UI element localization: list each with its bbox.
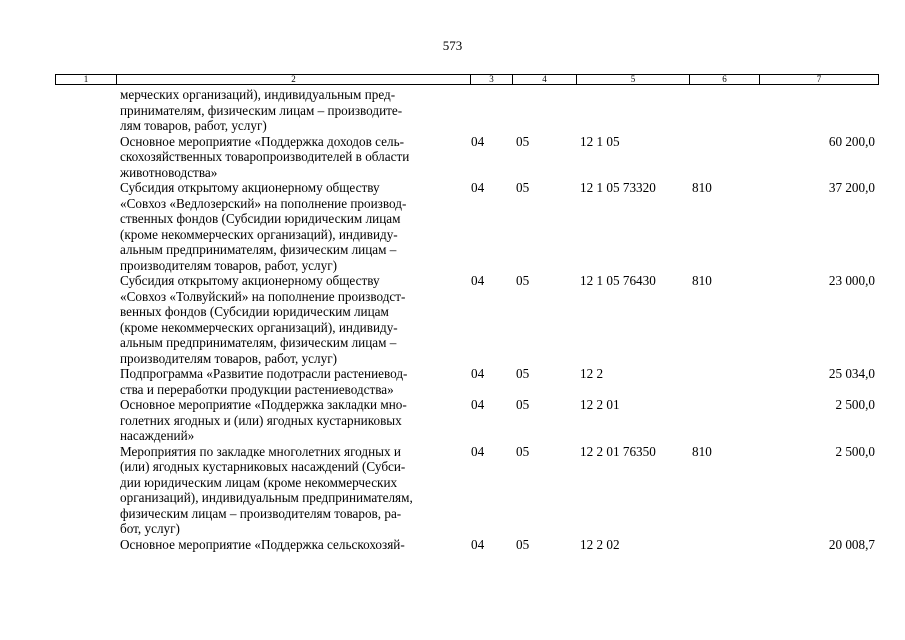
- description-line: (кроме некоммерческих организаций), индивиду-: [120, 319, 398, 335]
- target-article-code: 12 1 05 76430: [580, 273, 656, 288]
- table-header: [55, 74, 879, 85]
- subsection-code: 05: [516, 180, 530, 195]
- amount: 23 000,0: [828, 273, 875, 288]
- table-row: [0, 397, 905, 444]
- description-line: венных фондов (Субсидии юридическим лицам: [120, 304, 389, 319]
- amount: 2 500,0: [835, 443, 875, 459]
- table-row: [0, 366, 905, 397]
- description-line: Основное мероприятие «Поддержка закладки мно-: [120, 397, 407, 412]
- row-description: [120, 273, 458, 366]
- description-line: ства и переработки продукции растениеводства»: [120, 381, 394, 397]
- description-line: Основное мероприятие «Поддержка доходов сель-: [120, 133, 404, 149]
- description-line: животноводства»: [120, 164, 218, 180]
- header-col-4: 4: [512, 75, 576, 84]
- header-col-7: 7: [759, 75, 878, 84]
- description-line: «Совхоз «Ведлозерский» на пополнение производ-: [120, 195, 407, 211]
- header-col-1: 1: [83, 74, 89, 84]
- subsection-code: 05: [516, 133, 530, 149]
- description-line: принимателям, физическим лицам – производите-: [120, 102, 403, 118]
- expense-type-code: 810: [692, 443, 712, 459]
- description-line: Основное мероприятие «Поддержка сельскохозяй-: [120, 536, 405, 552]
- description-line: альным предпринимателям, физическим лицам –: [120, 335, 397, 350]
- description-line: дии юридическим лицам (кроме некоммерческих: [120, 474, 398, 490]
- description-line: производителям товаров, работ, услуг): [120, 350, 337, 366]
- description-line: Подпрограмма «Развитие подотрасли растениевод-: [120, 366, 408, 381]
- subsection-code: 05: [516, 273, 530, 288]
- expense-type-code: 810: [692, 273, 712, 288]
- description-line: скохозяйственных товаропроизводителей в области: [120, 149, 410, 164]
- subsection-code: 05: [516, 366, 530, 381]
- table-row: [0, 273, 905, 366]
- amount: 2 500,0: [835, 397, 875, 412]
- table-body: [0, 87, 905, 552]
- amount: 25 034,0: [828, 366, 875, 381]
- subsection-code: 05: [516, 443, 530, 459]
- section-code: 04: [471, 273, 485, 288]
- row-description: [120, 180, 458, 273]
- section-code: 04: [471, 536, 485, 552]
- target-article-code: 12 2: [580, 366, 604, 381]
- row-description: [120, 444, 458, 537]
- row-description: [120, 366, 458, 397]
- description-line: производителям товаров, работ, услуг): [120, 257, 337, 273]
- description-line: ственных фондов (Субсидии юридическим лицам: [120, 211, 401, 226]
- description-line: лям товаров, работ, услуг): [120, 118, 267, 133]
- section-code: 04: [471, 443, 485, 459]
- header-col-6: 6: [689, 75, 759, 84]
- table-row: [0, 537, 905, 553]
- amount: 37 200,0: [828, 180, 875, 195]
- header-col-3: 3: [470, 75, 512, 84]
- description-line: «Совхоз «Толвуйский» на пополнение производст-: [120, 288, 406, 304]
- description-line: Мероприятия по закладке многолетних ягодных и: [120, 443, 401, 459]
- target-article-code: 12 2 01: [580, 397, 620, 412]
- target-article-code: 12 2 02: [580, 536, 620, 552]
- description-line: насаждений»: [120, 428, 195, 443]
- table-row: [0, 444, 905, 537]
- description-line: бот, услуг): [120, 521, 180, 536]
- row-description: [120, 87, 458, 134]
- description-line: организаций), индивидуальным предпринимателям,: [120, 490, 413, 505]
- expense-type-code: 810: [692, 180, 712, 195]
- target-article-code: 12 1 05 73320: [580, 180, 656, 195]
- section-code: 04: [471, 397, 485, 412]
- target-article-code: 12 1 05: [580, 133, 620, 149]
- description-line: Субсидия открытому акционерному обществу: [120, 273, 380, 288]
- header-col-5: 5: [576, 75, 689, 84]
- page-number: 573: [442, 38, 463, 53]
- amount: 60 200,0: [828, 133, 875, 149]
- description-line: Субсидия открытому акционерному обществу: [120, 180, 380, 195]
- description-line: физическим лицам – производителям товаров, ра-: [120, 505, 402, 521]
- description-line: альным предпринимателям, физическим лицам –: [120, 242, 397, 257]
- table-row: [0, 180, 905, 273]
- section-code: 04: [471, 133, 485, 149]
- target-article-code: 12 2 01 76350: [580, 443, 656, 459]
- description-line: (кроме некоммерческих организаций), индивиду-: [120, 226, 398, 242]
- section-code: 04: [471, 180, 485, 195]
- row-description: [120, 134, 458, 181]
- description-line: мерческих организаций), индивидуальным пред-: [120, 87, 396, 102]
- section-code: 04: [471, 366, 485, 381]
- row-description: [120, 397, 458, 444]
- description-line: голетних ягодных и (или) ягодных кустарниковых: [120, 412, 402, 428]
- row-description: [120, 537, 458, 553]
- amount: 20 008,7: [828, 536, 875, 552]
- header-col-2: 2: [116, 75, 470, 84]
- table-row: [0, 134, 905, 181]
- table-row: [0, 87, 905, 134]
- description-line: (или) ягодных кустарниковых насаждений (Субси-: [120, 459, 406, 474]
- subsection-code: 05: [516, 397, 530, 412]
- subsection-code: 05: [516, 536, 530, 552]
